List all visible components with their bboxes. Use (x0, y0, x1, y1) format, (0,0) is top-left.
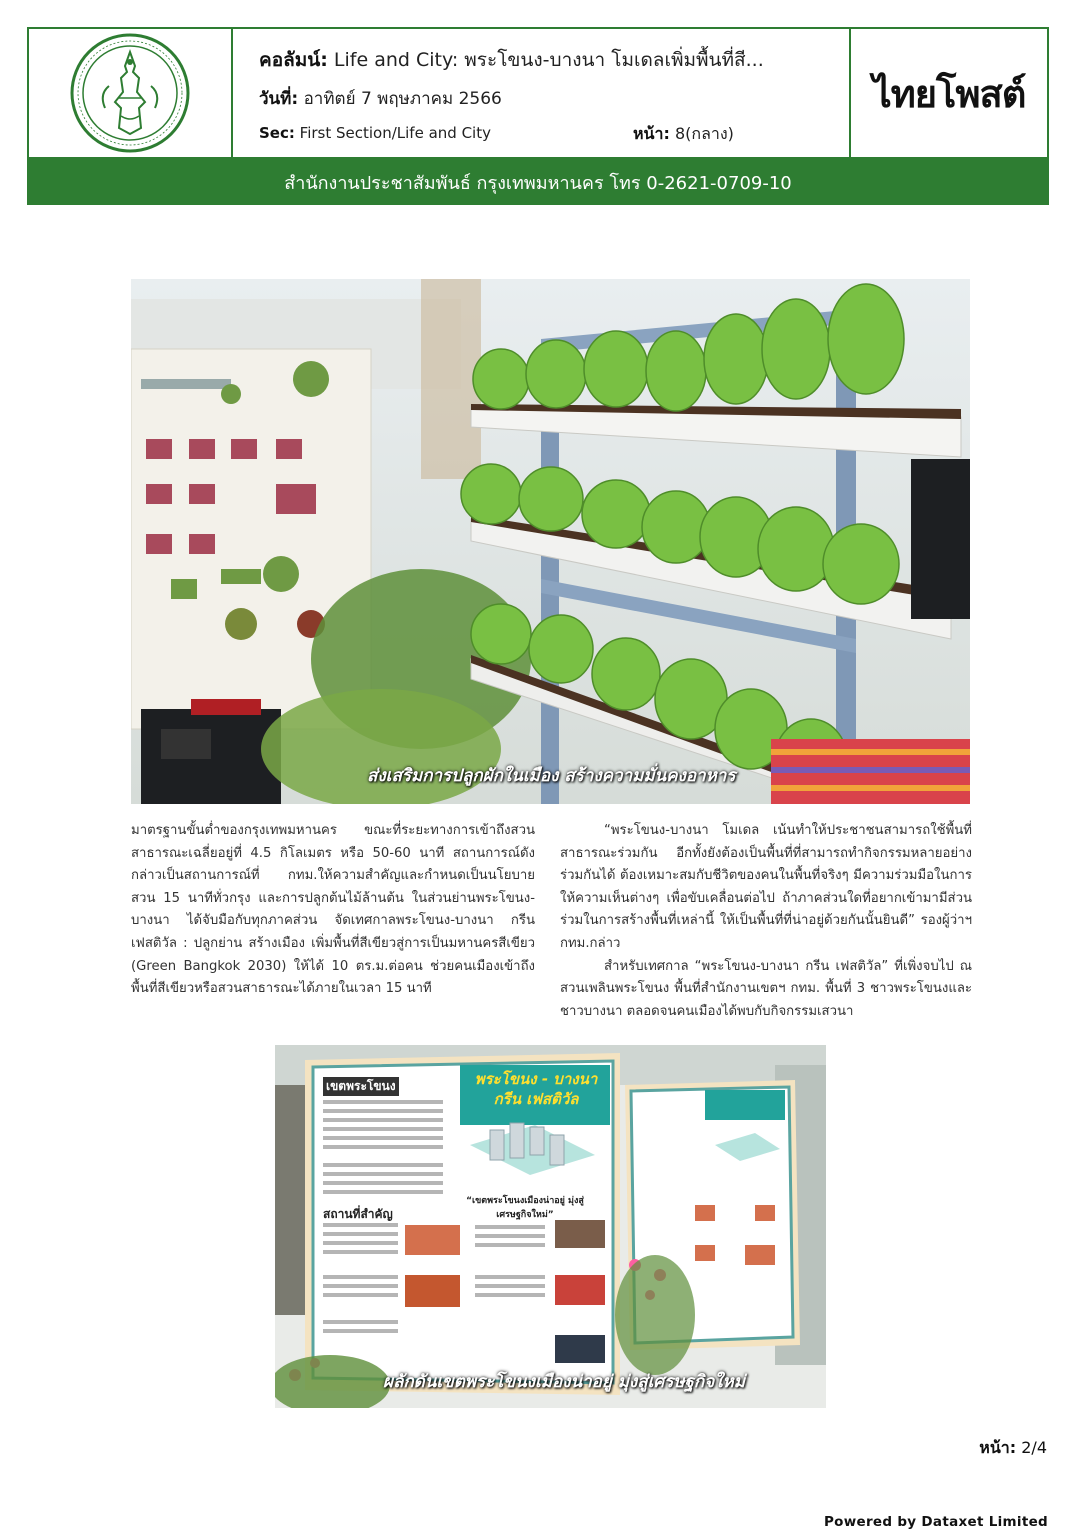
article-paragraph: “พระโขนง-บางนา โมเดล เน้นทำให้ประชาชนสามารถใช้พื้นที่สาธารณะร่วมกัน อีกทั้งยังต้องเป็นพื้นที่ที่สามารถทำกิจกรรมหลายอย่างร่วมกันได้ ต้องเหมาะสมกับชีวิตของคนในพื้นที่จริงๆ มีความร่วมมือในการให้ความเห็นต่างๆ เพื่อขับเคลื่อนต่อไป ถ้าภาคส่วนใดที่อยากเข้ามามีส่วนร่วมในการสร้างพื้นที่เหล่านี้ ให้เป็นพื้นที่ที่น่าอยู่ด้วยกันนั้นยินดี” รองผู้ว่าฯ กทม.กล่าว (560, 823, 972, 951)
section-line: Sec: First Section/Life and City (259, 124, 491, 142)
column-line: คอลัมน์: Life and City: พระโขนง-บางนา โมเดลเพิ่มพื้นที่สี... (259, 49, 764, 71)
exhibition-board-photo (275, 1045, 826, 1408)
pr-banner: สำนักงานประชาสัมพันธ์ กรุงเทพมหานคร โทร 0-2621-0709-10 (27, 159, 1049, 205)
board-places: สถานที่สำคัญ (323, 1207, 393, 1221)
article-paragraph: สำหรับเทศกาล “พระโขนง-บางนา กรีน เฟสติวัล” ที่เพิ่งจบไป ณ สวนเพลินพระโขนง พื้นที่สำนักงานเขตฯ กทม. พื้นที่ 3 ชาวพระโขนงและชาวบางนา ตลอดจนคนเมืองได้พบกับกิจกรรมเสวนา (560, 958, 972, 1019)
clipping-header (27, 27, 1049, 159)
publication-name: ไทยโพสต์ (872, 71, 1026, 116)
article-left-column (131, 820, 535, 1001)
bangkok-seal-icon (69, 32, 191, 154)
board-title: พระโขนง - บางนา กรีน เฟสติวัล (474, 1070, 598, 1108)
vegetable-garden-illustration (131, 279, 970, 804)
powered-by: Powered by Dataxet Limited (823, 1514, 1048, 1530)
date-line: วันที่: อาทิตย์ 7 พฤษภาคม 2566 (259, 89, 502, 109)
article-right-column (560, 820, 972, 1023)
article-paragraph: มาตรฐานขั้นต่ำของกรุงเทพมหานคร ขณะที่ระยะทางการเข้าถึงสวนสาธารณะเฉลี่ยอยู่ที่ 4.5 กิโลเมตร หรือ 50-60 นาที สถานการณ์ดังกล่าวเป็นสถานการณ์ที่ กทม.ให้ความสำคัญและกำหนดเป็นนโยบายสวน 15 นาทีทั่วกรุง และการปลูกต้นไม้ล้านต้น ในส่วนย่านพระโขนง-บางนา ได้จับมือกับทุกภาคส่วน จัดเทศกาลพระโขนง-บางนา กรีน เฟสติวัล : ปลูกย่าน สร้างเมือง เพิ่มพื้นที่สีเขียวสู่การเป็นมหานครสีเขียว (Green Bangkok 2030) ให้ได้ 10 ตร.ม.ต่อคน ช่วยคนเมืองเข้าถึงพื้นที่สีเขียวหรือสวนสาธารณะได้ภายในเวลา 15 นาที (131, 823, 535, 997)
photo1-caption: ส่งเสริมการปลูกผักในเมือง สร้างความมั่นคงอาหาร (367, 766, 736, 786)
publication-cell (851, 29, 1047, 157)
logo-cell (29, 29, 233, 157)
page-line: หน้า: 8(กลาง) (633, 124, 734, 143)
photo2-caption: ผลักดันเขตพระโขนงเมืองน่าอยู่ มุ่งสู่เศรษฐกิจใหม่ (383, 1372, 745, 1392)
board-district: เขตพระโขนง (323, 1077, 399, 1096)
footer-page-number: หน้า: 2/4 (979, 1438, 1047, 1457)
board-slogan: “เขตพระโขนงเมืองน่าอยู่ มุ่งสู่เศรษฐกิจใหม่” (466, 1196, 584, 1220)
clipping-info (233, 29, 851, 157)
vegetable-garden-photo (131, 279, 970, 804)
